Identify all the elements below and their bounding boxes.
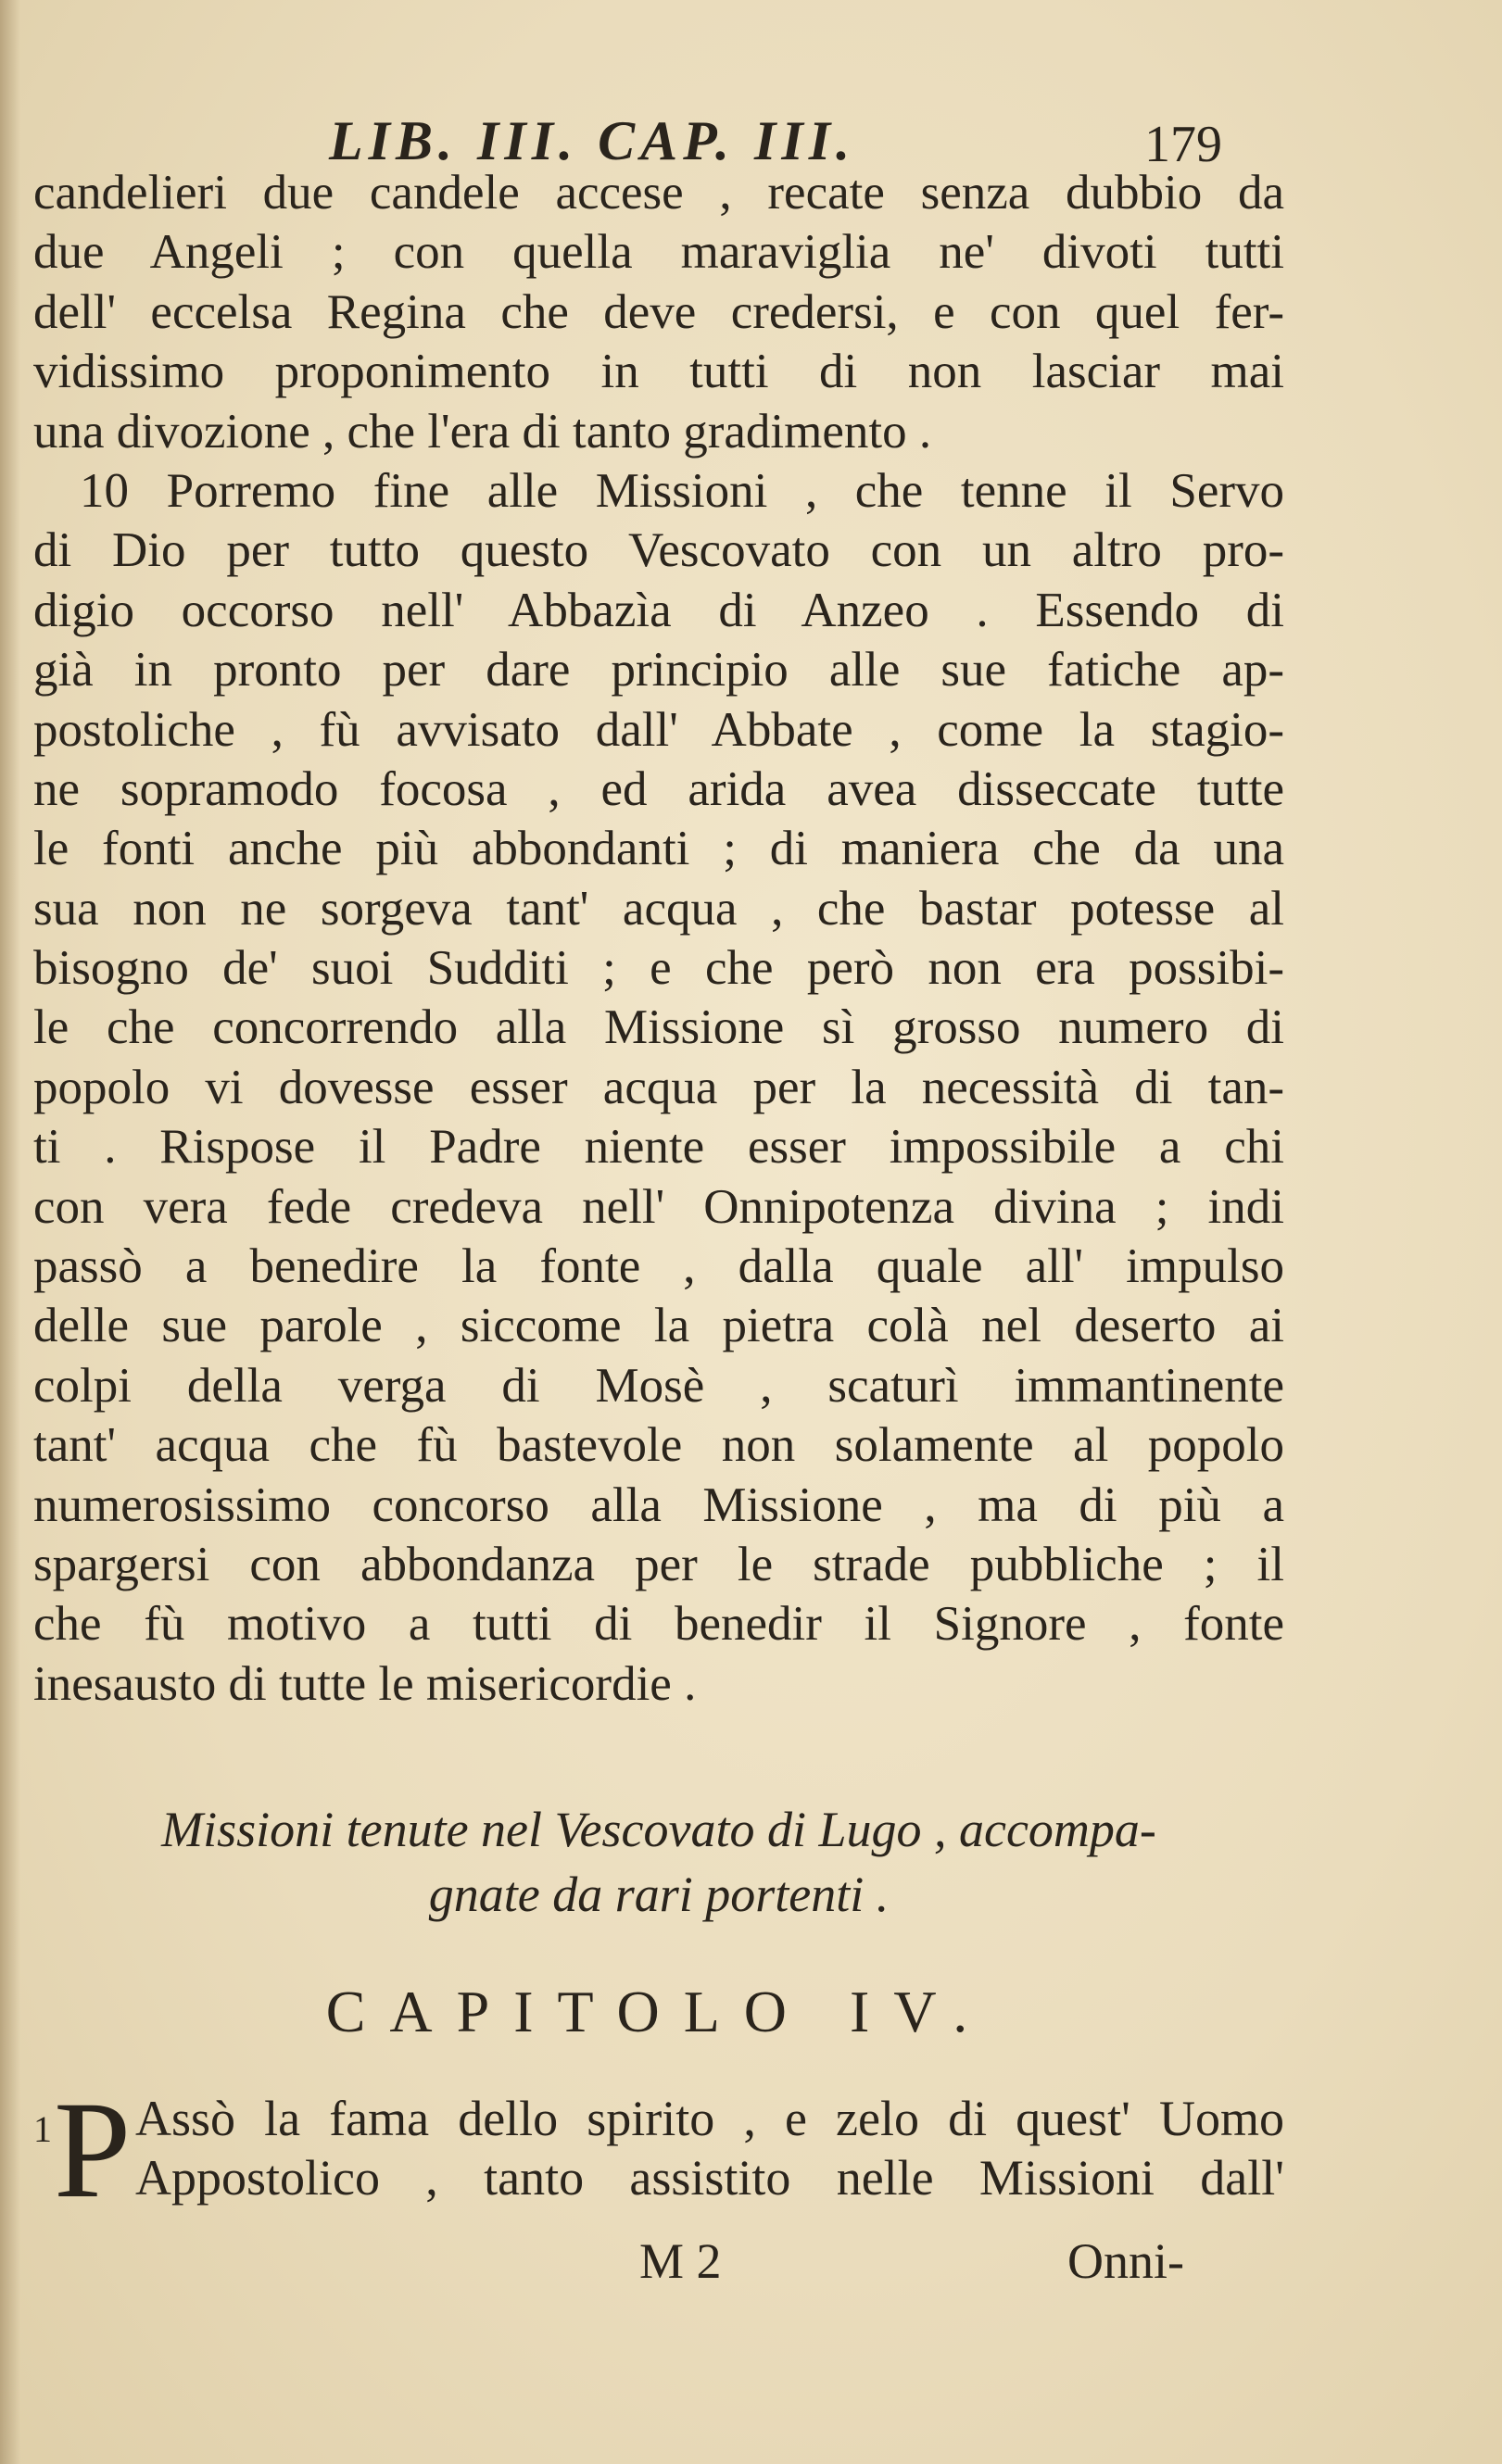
text-line: delle sue parole , siccome la pietra colà nel deserto ai [33, 1299, 1284, 1353]
text-line: bisogno de' suoi Sudditi ; e che però non era possibi- [33, 941, 1284, 996]
paragraph-number: 1 [33, 2108, 52, 2150]
section-title [33, 1797, 1284, 1927]
text-line: tant' acqua che fù bastevole non solamente al popolo [33, 1418, 1284, 1473]
text-line: sua non ne sorgeva tant' acqua , che bastar potesse al [33, 881, 1284, 936]
text-line: spargersi con abbondanza per le strade pubbliche ; il [33, 1537, 1284, 1591]
text-line: due Angeli ; con quella maraviglia ne' divoti tutti [33, 225, 1284, 280]
section-title-line: Missioni tenute nel Vescovato di Lugo , accompa- [161, 1802, 1156, 1857]
catchword: Onni- [1067, 2233, 1184, 2289]
text-line: vidissimo proponimento in tutti di non lasciar mai [33, 345, 1284, 399]
drop-cap: P [54, 2073, 132, 2227]
text-line: candelieri due candele accese , recate senza dubbio da [33, 166, 1284, 220]
chapter-text-line: Appostolico , tanto assistito nelle Missioni dall' [135, 2150, 1284, 2206]
page-gutter [0, 0, 20, 2464]
text-line: ti . Rispose il Padre niente esser impossibile a chi [33, 1120, 1284, 1175]
page-number: 179 [1144, 116, 1222, 173]
section-title-line: gnate da rari portenti . [428, 1867, 890, 1922]
text-line: colpi della verga di Mosè , scaturì immantinente [33, 1358, 1284, 1413]
running-head: LIB. III. CAP. III. [329, 110, 856, 171]
text-line: numerosissimo concorso alla Missione , ma di più a [33, 1477, 1284, 1532]
body-text [33, 163, 1284, 1714]
text-line: ne sopramodo focosa , ed arida avea disseccate tutte [33, 761, 1284, 816]
text-line: con vera fede credeva nell' Onnipotenza divina ; indi [33, 1179, 1284, 1234]
signature-mark: M 2 [639, 2233, 722, 2289]
text-line: una divozione , che l'era di tanto gradimento . [33, 404, 932, 459]
text-line: passò a benedire la fonte , dalla quale all' impulso [33, 1239, 1284, 1294]
text-line: dell' eccelsa Regina che deve credersi, e con quel fer- [33, 284, 1284, 339]
text-line: popolo vi dovesse esser acqua per la necessità di tan- [33, 1060, 1284, 1114]
text-line: le che concorrendo alla Missione sì grosso numero di [33, 1000, 1284, 1055]
text-line: digio occorso nell' Abbazìa di Anzeo . Essendo di [33, 583, 1284, 637]
paragraph-start-line: 10 Porremo fine alle Missioni , che tenne il Servo [80, 463, 1284, 518]
text-line: già in pronto per dare principio alle sue fatiche ap- [33, 643, 1284, 698]
text-line: di Dio per tutto questo Vescovato con un altro pro- [33, 523, 1284, 578]
chapter-heading: CAPITOLO IV. [325, 1979, 992, 2044]
chapter-text-line: Assò la fama dello spirito , e zelo di quest' Uomo [135, 2091, 1284, 2146]
text-line: le fonti anche più abbondanti ; di maniera che da una [33, 822, 1284, 876]
text-line: postoliche , fù avvisato dall' Abbate , come la stagio- [33, 702, 1284, 757]
text-line: che fù motivo a tutti di benedir il Signore , fonte [33, 1597, 1284, 1652]
text-line: inesausto di tutte le misericordie . [33, 1656, 697, 1711]
